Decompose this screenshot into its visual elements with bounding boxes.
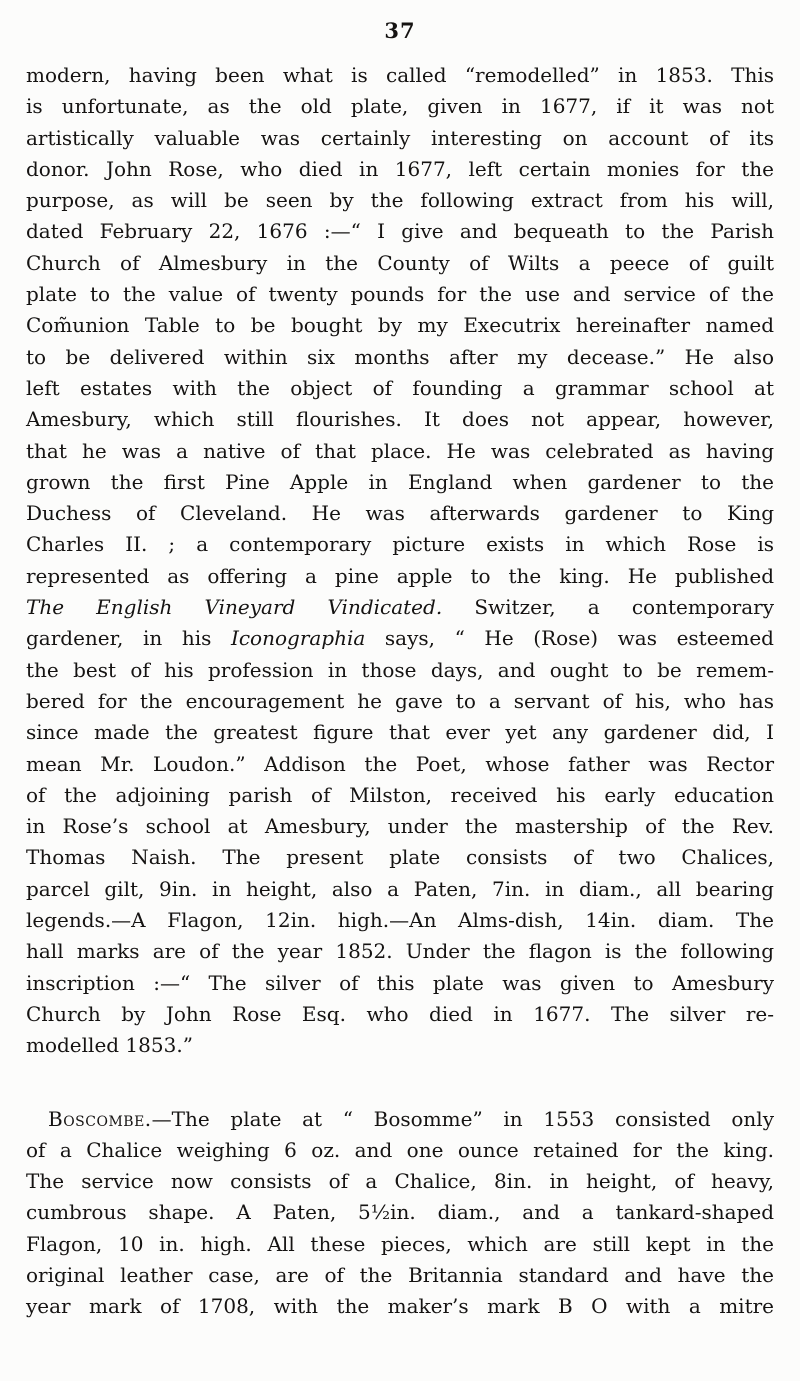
text-segment: The English Vineyard Vindicated. (26, 595, 443, 620)
text-line (26, 529, 774, 560)
text-segment: Church by John Rose Esq. who died in 1677. The silver re- (26, 1001, 774, 1026)
text-line (26, 310, 774, 341)
text-line (26, 498, 774, 529)
text-segment: Switzer, a contemporary (442, 595, 774, 620)
text-line (26, 936, 774, 967)
text-line (26, 404, 774, 435)
text-segment: of a Chalice weighing 6 oz. and one ounce retained for the king. (26, 1137, 774, 1162)
text-line (26, 811, 774, 842)
text-segment: says, “ He (Rose) was esteemed (365, 626, 774, 651)
text-segment: legends.—A Flagon, 12in. high.—An Alms-dish, 14in. diam. The (26, 908, 774, 933)
text-segment: since made the greatest figure that ever yet any gardener did, I (26, 720, 774, 745)
text-segment: artistically valuable was certainly interesting on account of its (26, 125, 774, 150)
text-line (26, 467, 774, 498)
text-segment: to be delivered within six months after my decease.” He also (26, 344, 774, 369)
text-line (26, 279, 774, 310)
text-segment: —The plate at “ Bosomme” in 1553 consisted only (151, 1106, 774, 1131)
text-line (26, 91, 774, 122)
text-line (26, 686, 774, 717)
text-line (26, 1260, 774, 1291)
text-segment: bered for the encouragement he gave to a servant of his, who has (26, 688, 774, 713)
text-segment: The service now consists of a Chalice, 8in. in height, of heavy, (26, 1169, 774, 1194)
text-line (26, 968, 774, 999)
text-segment: the best of his profession in those days, and ought to be remem- (26, 657, 774, 682)
text-segment: that he was a native of that place. He was celebrated as having (26, 438, 774, 463)
text-segment: Com̃union Table to be bought by my Executrix hereinafter named (26, 313, 774, 338)
text-line (26, 749, 774, 780)
text-line (26, 655, 774, 686)
text-segment: Thomas Naish. The present plate consists of two Chalices, (26, 845, 774, 870)
text-segment: Church of Almesbury in the County of Wilts a peece of guilt (26, 250, 774, 275)
text-segment: in Rose’s school at Amesbury, under the mastership of the Rev. (26, 814, 774, 839)
paragraph (26, 1104, 774, 1323)
text-line (26, 123, 774, 154)
text-line (26, 905, 774, 936)
text-segment: Flagon, 10 in. high. All these pieces, which are still kept in the (26, 1231, 774, 1256)
text-segment: Iconographia (230, 626, 366, 651)
text-segment: inscription :—“ The silver of this plate was given to Amesbury (26, 970, 774, 995)
text-line (26, 780, 774, 811)
text-line (26, 1135, 774, 1166)
text-segment: modern, having been what is called “remodelled” in 1853. This (26, 63, 774, 87)
text-segment: Duchess of Cleveland. He was afterwards gardener to King (26, 501, 774, 526)
text-line (26, 623, 774, 654)
text-segment: grown the first Pine Apple in England when gardener to the (26, 469, 774, 494)
text-line (26, 1104, 774, 1135)
text-segment: mean Mr. Loudon.” Addison the Poet, whose father was Rector (26, 751, 774, 776)
text-line (26, 1197, 774, 1228)
text-segment: Boscombe. (48, 1106, 152, 1131)
text-line (26, 1030, 774, 1061)
text-line (26, 842, 774, 873)
text-line (26, 561, 774, 592)
text-line (26, 999, 774, 1030)
text-segment: modelled 1853.” (26, 1033, 193, 1058)
text-segment: parcel gilt, 9in. in height, also a Paten, 7in. in diam., all bearing (26, 876, 774, 901)
text-segment: is unfortunate, as the old plate, given in 1677, if it was not (26, 94, 774, 119)
text-segment: Amesbury, which still flourishes. It does not appear, however, (26, 407, 774, 432)
page-number: 37 (384, 18, 416, 43)
paragraph (26, 60, 774, 1062)
text-line (26, 248, 774, 279)
text-line (26, 436, 774, 467)
text-line (26, 373, 774, 404)
text-line (26, 717, 774, 748)
text-line (26, 154, 774, 185)
text-segment: donor. John Rose, who died in 1677, left certain monies for the (26, 156, 774, 181)
text-line (26, 874, 774, 905)
text-segment: plate to the value of twenty pounds for the use and service of the (26, 282, 774, 307)
text-block (26, 60, 774, 1323)
text-segment: purpose, as will be seen by the following extract from his will, (26, 188, 774, 213)
text-segment: left estates with the object of founding a grammar school at (26, 375, 774, 400)
text-line (26, 185, 774, 216)
text-segment: year mark of 1708, with the maker’s mark B O with a mitre (26, 1294, 774, 1319)
text-segment: represented as offering a pine apple to the king. He published (26, 563, 774, 588)
text-line (26, 342, 774, 373)
text-line (26, 1229, 774, 1260)
text-segment: hall marks are of the year 1852. Under the flagon is the following (26, 939, 774, 964)
text-line (26, 216, 774, 247)
text-line (26, 60, 774, 91)
text-segment: of the adjoining parish of Milston, received his early education (26, 782, 774, 807)
text-line (26, 1291, 774, 1322)
text-line (26, 1166, 774, 1197)
text-line (26, 592, 774, 623)
text-segment: cumbrous shape. A Paten, 5½in. diam., and a tankard-shaped (26, 1200, 774, 1225)
text-segment: dated February 22, 1676 :—“ I give and bequeath to the Parish (26, 219, 774, 244)
text-segment: Charles II. ; a contemporary picture exists in which Rose is (26, 532, 774, 557)
text-segment: original leather case, are of the Britannia standard and have the (26, 1262, 774, 1287)
text-segment: gardener, in his (26, 626, 231, 651)
